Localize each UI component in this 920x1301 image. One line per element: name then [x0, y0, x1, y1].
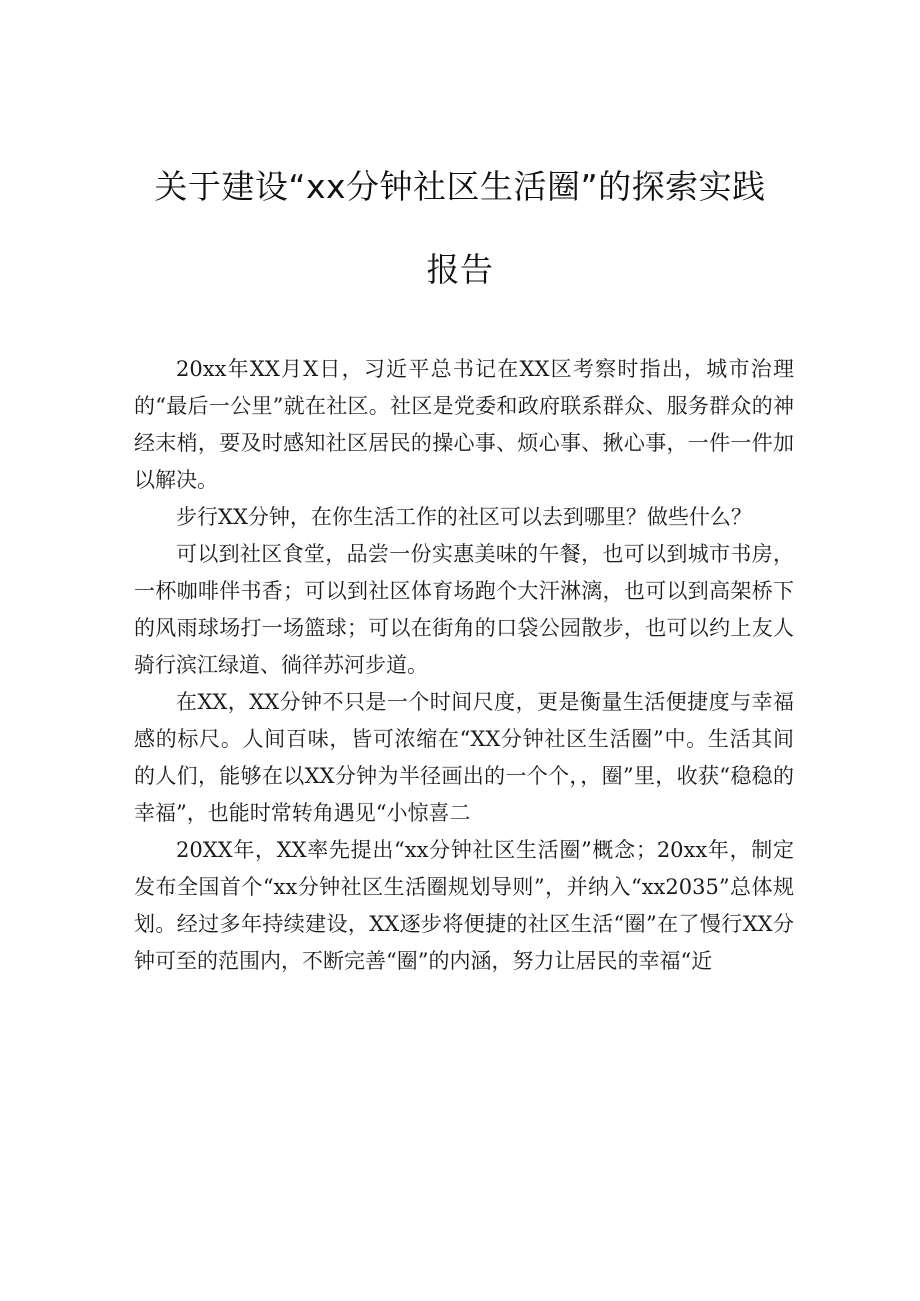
document-title-line-1: 关于建设“xx分钟社区生活圈”的探索实践	[154, 167, 766, 206]
document-body	[134, 351, 794, 980]
paragraph-3: 可以到社区食堂，品尝一份实惠美味的午餐，也可以到城市书房，一杯咖啡伴书香；可以到社区体育场跑个大汗淋漓，也可以到高架桥下的风雨球场打一场篮球；可以在街角的口袋公园散步，也可以约上友人骑行滨江绿道、徜徉苏河步道。	[134, 542, 794, 677]
paragraph-5: 20XX年，XX率先提出“xx分钟社区生活圈”概念；20xx年，制定发布全国首个“xx分钟社区生活圈规划导则”，并纳入“xx2035”总体规划。经过多年持续建设，XX逐步将便捷的社区生活“圈”在了慢行XX分钟可至的范围内，不断完善“圈”的内涵，努力让居民的幸福“近	[134, 838, 794, 973]
paragraph-2: 步行XX分钟，在你生活工作的社区可以去到哪里？做些什么？	[176, 505, 752, 529]
paragraph-4: 在XX，XX分钟不只是一个时间尺度，更是衡量生活便捷度与幸福感的标尺。人间百味，皆可浓缩在“XX分钟社区生活圈”中。生活其间的人们，能够在以XX分钟为半径画出的一个个，，圈”里，收获“稳稳的幸福”，也能时常转角遇见“小惊喜二	[134, 690, 794, 825]
document-title-line-2: 报告	[426, 250, 494, 289]
paragraph-1: 20xx年XX月X日，习近平总书记在XX区考察时指出，城市治理的“最后一公里”就在社区。社区是党委和政府联系群众、服务群众的神经末梢，要及时感知社区居民的操心事、烦心事、揪心事，一件一件加以解决。	[134, 357, 794, 492]
